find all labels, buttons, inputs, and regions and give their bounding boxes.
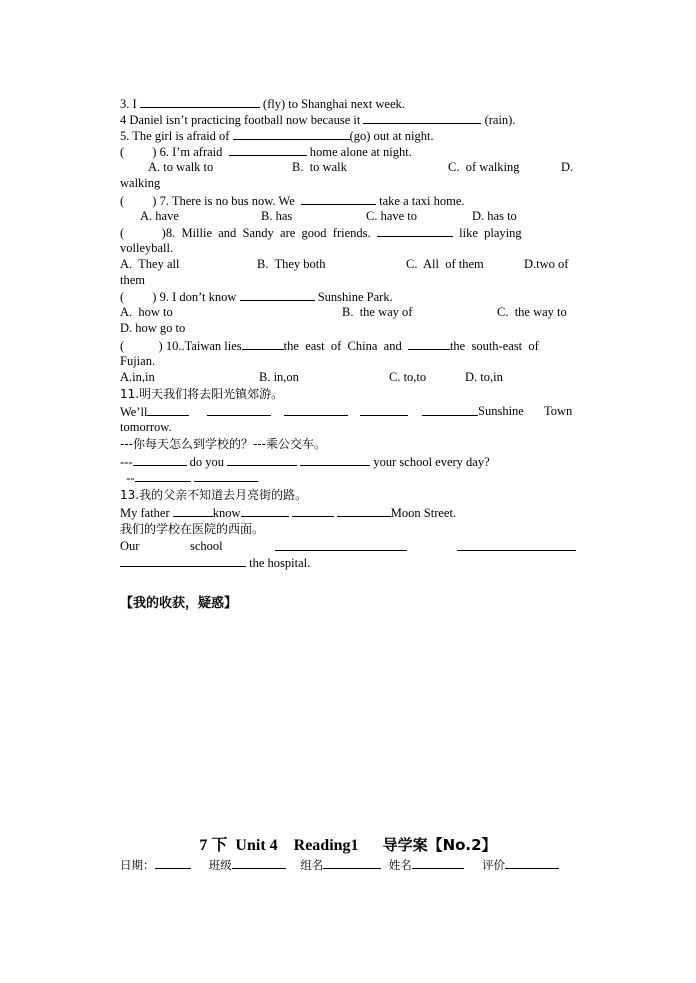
answer-blank[interactable]: [242, 338, 284, 350]
answer-blank[interactable]: [377, 225, 453, 237]
answer-blank[interactable]: [133, 454, 187, 466]
option-c: C. to,to: [389, 370, 427, 384]
option-d: D. has to: [472, 209, 517, 223]
answer-blank[interactable]: [457, 539, 576, 551]
question-3: 3. I (fly) to Shanghai next week.: [120, 97, 405, 111]
answer-blank[interactable]: [408, 338, 450, 350]
question-10-cont: Fujian.: [120, 354, 156, 368]
evaluation-field[interactable]: [505, 858, 559, 869]
class-field[interactable]: [232, 858, 286, 869]
question-4: 4 Daniel isn’t practicing football now because it (rain).: [120, 113, 516, 127]
question-13-chinese: 13.我的父亲不知道去月亮街的路。: [120, 488, 308, 502]
answer-blank[interactable]: [301, 193, 376, 205]
answer-blank[interactable]: [241, 505, 289, 517]
answer-blank[interactable]: [292, 505, 334, 517]
option-c: C. of walking: [448, 160, 520, 174]
option-a: A. how to: [120, 305, 173, 319]
answer-blank[interactable]: [360, 404, 408, 416]
question-8: ( )8. Millie and Sandy are good friends. like playing: [120, 226, 522, 240]
answer-blank[interactable]: [275, 539, 407, 551]
answer-blank[interactable]: [227, 454, 297, 466]
option-b: B. the way of: [342, 305, 413, 319]
worksheet-title: 7 下 Unit 4 Reading1 导学案【No.2】: [199, 836, 497, 854]
answer-blank[interactable]: [363, 112, 481, 124]
option-d: D. how go to: [120, 321, 186, 335]
question-14-word: Our: [120, 539, 140, 553]
option-b: B. They both: [257, 257, 326, 271]
option-b: B. to walk: [292, 160, 347, 174]
question-9: ( ) 9. I don’t know Sunshine Park.: [120, 290, 393, 304]
question-11-place: Sunshine: [478, 404, 524, 418]
answer-blank[interactable]: [229, 144, 307, 156]
question-11-chinese: 11.明天我们将去阳光镇郊游。: [120, 387, 284, 401]
question-7: ( ) 7. There is no bus now. We take a taxi home.: [120, 194, 465, 208]
date-field[interactable]: [155, 858, 191, 869]
option-a: A. to walk to: [148, 160, 214, 174]
option-d: D. to,in: [465, 370, 503, 384]
question-12: --- do you your school every day?: [120, 455, 490, 469]
question-12-chinese: ---你每天怎么到学校的？---乘公交车。: [120, 437, 326, 451]
option-a: A. have: [140, 209, 179, 223]
answer-blank[interactable]: [194, 470, 258, 482]
question-13: My father know Moon Street.: [120, 506, 457, 520]
option-b: B. has: [261, 209, 293, 223]
question-14-word-2: school: [190, 539, 223, 553]
option-c: C. the way to: [497, 305, 567, 319]
answer-blank[interactable]: [284, 404, 348, 416]
option-a: A.in,in: [120, 370, 155, 384]
question-14-cont: the hospital.: [120, 555, 310, 571]
section-heading: 【我的收获，疑惑】: [120, 596, 238, 611]
question-14-chinese: 我们的学校在医院的西面。: [120, 522, 265, 536]
answer-blank[interactable]: [233, 128, 350, 140]
answer-blank[interactable]: [300, 454, 370, 466]
question-11: We’ll: [120, 404, 189, 420]
option-d: D.two of: [524, 257, 569, 271]
question-11-cont: tomorrow.: [120, 420, 172, 434]
answer-blank[interactable]: [147, 404, 189, 416]
question-6: ( ) 6. I’m afraid home alone at night.: [120, 145, 412, 159]
group-field[interactable]: [323, 858, 381, 869]
option-a: A. They all: [120, 257, 180, 271]
answer-blank[interactable]: [140, 96, 260, 108]
question-11-place-2: Town: [544, 404, 573, 418]
answer-blank[interactable]: [173, 505, 213, 517]
answer-blank[interactable]: [135, 470, 191, 482]
answer-blank[interactable]: [207, 404, 271, 416]
option-c: C. All of them: [406, 257, 484, 271]
option-d-cont: walking: [120, 176, 161, 190]
option-b: B. in,on: [259, 370, 299, 384]
info-fields: 日期： 班级 组名 姓名 评价: [120, 857, 559, 873]
option-c: C. have to: [366, 209, 418, 223]
question-8-cont: volleyball.: [120, 241, 174, 255]
answer-blank[interactable]: [422, 404, 478, 416]
option-d: D.: [561, 160, 574, 174]
answer-blank[interactable]: [337, 505, 391, 517]
question-12-answer: --: [120, 470, 258, 486]
name-field[interactable]: [412, 858, 464, 869]
answer-blank[interactable]: [120, 555, 246, 567]
option-d-cont: them: [120, 273, 145, 287]
question-5: 5. The girl is afraid of (go) out at night.: [120, 129, 434, 143]
answer-blank[interactable]: [240, 289, 315, 301]
question-10: ( ) 10..Taiwan lies the east of China and the south-east of: [120, 339, 539, 353]
